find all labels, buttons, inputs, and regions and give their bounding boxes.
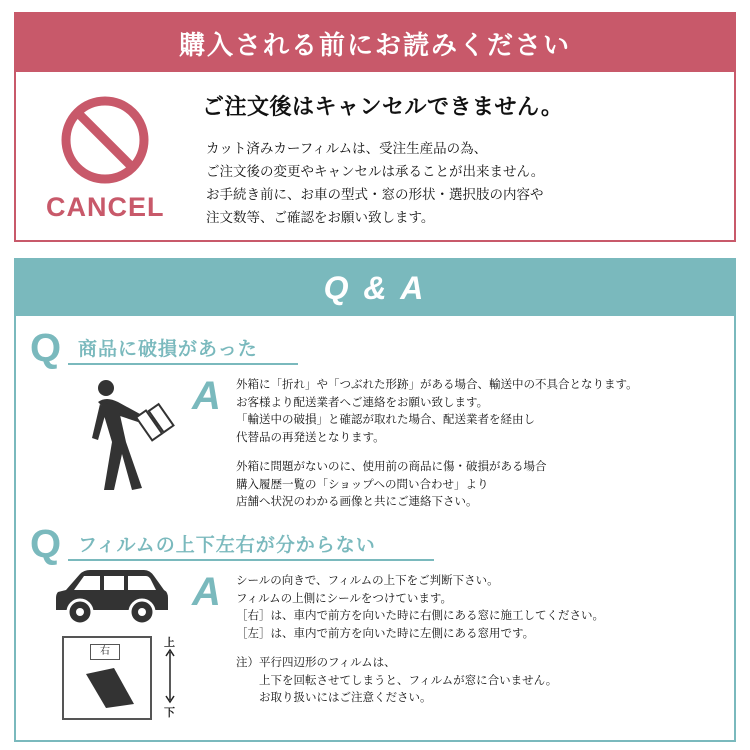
car-icon (52, 568, 172, 626)
answer-line: ［左］は、車内で前方を向いた時に左側にある窓用です。 (236, 625, 535, 640)
question-marker: Q (30, 326, 62, 370)
question-underline (68, 363, 298, 365)
answer-line: 外箱に問題がないのに、使用前の商品に傷・破損がある場合 (236, 459, 547, 473)
notice-title: ご注文後はキャンセルできません。 (202, 95, 564, 120)
answer-line: 代替品の再発送となります。 (236, 429, 385, 444)
answer-text (236, 572, 604, 707)
answer-line: ［右］は、車内で前方を向いた時に右側にある窓に施工してください。 (236, 608, 604, 622)
answer-marker: A (192, 374, 221, 418)
answer-marker: A (192, 570, 221, 614)
vertical-arrow-icon (164, 648, 176, 704)
cancel-mark (46, 94, 164, 223)
answer-line: お客様より配送業者へご連絡をお願い致します。 (236, 394, 489, 409)
question-marker: Q (30, 522, 62, 566)
notice-body-line: カット済みカーフィルムは、受注生産品の為、 (206, 141, 488, 157)
answer-text (236, 376, 638, 511)
broken-package-person-icon (82, 378, 182, 498)
notice-body-line: 注文数等、ご確認をお願い致します。 (206, 210, 435, 226)
answer-line: 購入履歴一覧の「ショップへの問い合わせ」より (236, 476, 489, 491)
arrow-top-label: 上 (164, 636, 175, 649)
answer-line: 外箱に「折れ」や「つぶれた形跡」がある場合、輸送中の不具合となります。 (236, 377, 638, 391)
notice-header: 購入される前にお読みください (16, 14, 734, 72)
notice-panel (14, 12, 736, 242)
film-diagram (62, 636, 152, 720)
cancel-label: CANCEL (46, 192, 165, 222)
notice-body-line: お手続き前に、お車の型式・窓の形状・選択肢の内容や (206, 187, 544, 203)
notice-body-line: ご注文後の変更やキャンセルは承ることが出来ません。 (206, 164, 545, 180)
question-title: フィルムの上下左右が分からない (78, 534, 376, 556)
sticker-label: 右 (90, 644, 120, 660)
qa-header: Q & A (16, 260, 734, 316)
prohibited-icon (59, 94, 151, 186)
answer-line: 注）平行四辺形のフィルムは、 (236, 655, 396, 669)
answer-line: お取り扱いにはご注意ください。 (236, 690, 432, 704)
answer-line: 上下を回転させてしまうと、フィルムが窓に合いません。 (236, 672, 558, 687)
question-title: 商品に破損があった (78, 338, 258, 360)
question-underline (68, 559, 434, 561)
answer-line: フィルムの上側にシールをつけています。 (236, 590, 452, 605)
qa-panel (14, 258, 736, 742)
answer-line: 「輸送中の破損」と確認が取れた場合、配送業者を経由し (236, 412, 535, 426)
answer-line: 店舗へ状況のわかる画像と共にご連絡下さい。 (236, 494, 478, 508)
arrow-bottom-label: 下 (164, 706, 175, 719)
parallelogram-film-icon (84, 668, 136, 708)
answer-line: シールの向きで、フィルムの上下をご判断下さい。 (236, 573, 499, 587)
notice-body (206, 138, 726, 230)
